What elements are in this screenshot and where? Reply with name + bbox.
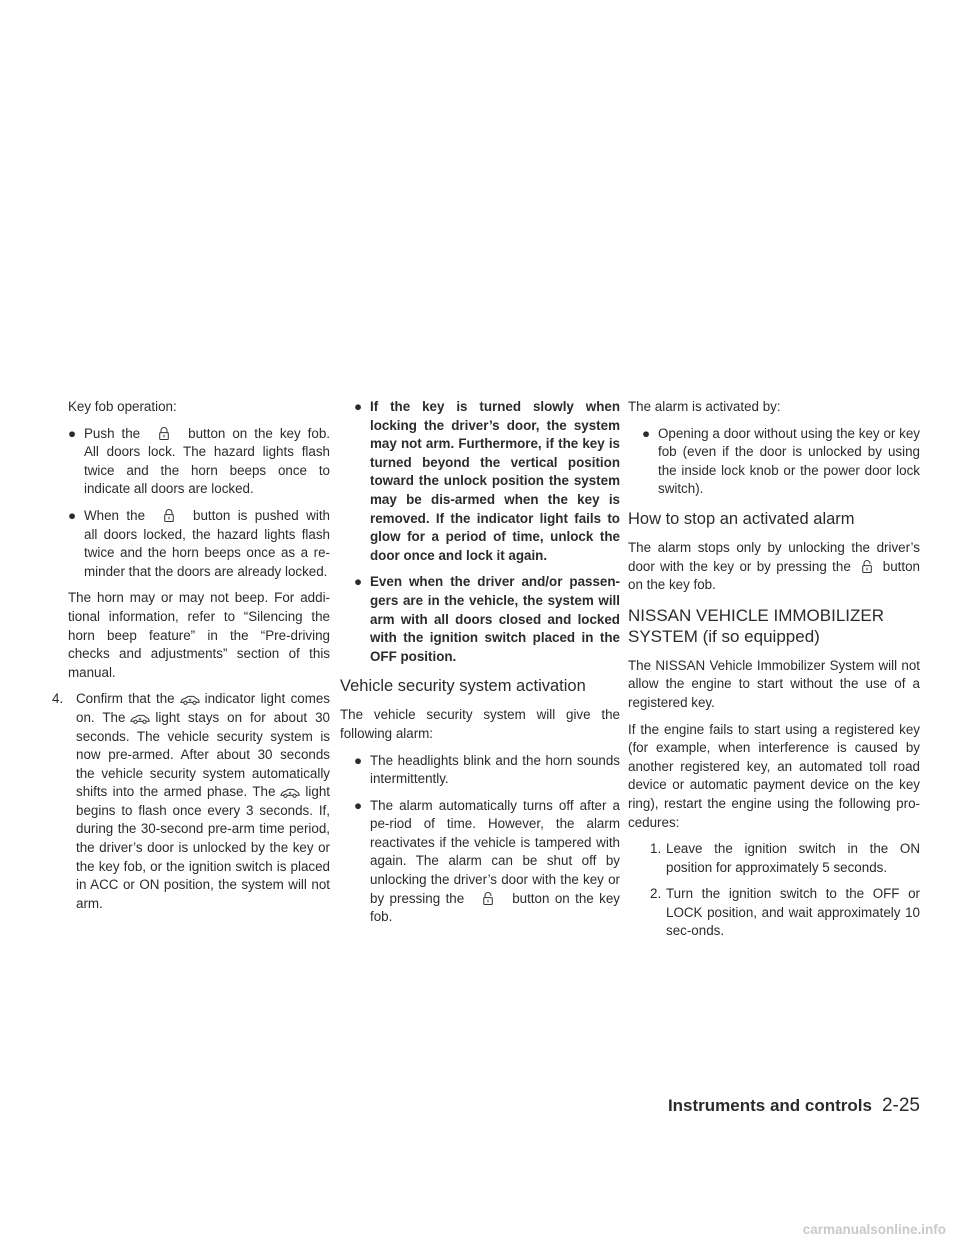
bullet: ● (354, 574, 363, 590)
list-item: ● When the button is pushed with all doors locked, the hazard lights flash twice and the horn beeps once as a re-minder that the doors are already locked. (68, 507, 330, 579)
list-item: ● Opening a door without using the key or key fob (even if the door is unlocked by using the inside lock knob or the power door lock switch). (642, 425, 920, 497)
bullet: ● (354, 797, 363, 813)
watermark: carmanualsonline.info (802, 1222, 946, 1237)
warning-item: ● Even when the driver and/or passen-gers are in the vehicle, the system will arm with all doors closed and locked with the ignition switch placed in the OFF position. (354, 574, 620, 664)
activated-by: The alarm is activated by: (628, 399, 781, 414)
bullet: ● (642, 425, 651, 441)
lock-icon (158, 426, 170, 441)
bullet: ● (354, 752, 363, 768)
unlock-icon (482, 891, 494, 906)
unlock-icon (861, 559, 873, 574)
step-4: 4. Confirm that the indicator light comes on. The light stays on for about 30 seconds. The vehicle security system is now pre-armed. After about 30 seconds the vehicle security system automatically shifts into the armed phase. The light begins to flash once every 3 seconds. If, during the 30-second pre-arm time period, the driver’s door is unlocked by the key or the key fob, or the ignition switch is placed in ACC or ON position, the system will not arm. (52, 691, 331, 911)
immobilizer-paragraph-1: The NISSAN Vehicle Immobilizer System will not allow the engine to start without the use of a registered key. (628, 657, 920, 710)
list-item: ● The headlights blink and the horn sounds intermittently. (354, 752, 620, 787)
security-indicator-icon (130, 714, 150, 725)
page-footer (668, 1095, 920, 1117)
stop-alarm-paragraph: The alarm stops only by unlocking the driver’s door with the key or by pressing the button on the key fob. (628, 539, 920, 593)
bullet: ● (68, 425, 77, 441)
column-left (52, 398, 330, 921)
bullet: ● (354, 399, 363, 414)
security-indicator-icon (280, 788, 300, 799)
horn-paragraph: The horn may or may not beep. For addi-tional information, refer to “Silencing the horn beep feature” in the “Pre-driving checks and adjustments” section of this manual. (68, 590, 330, 680)
warning-item: ● If the key is turned slowly when locking the driver’s door, the system may not arm. Furthermore, if the key is turned beyond the vertical position toward the unlock position the system may be dis-armed when the key is removed. If the indicator light fails to glow for a period of time, unlock the door once and lock it again. (354, 399, 620, 563)
page-number: 2-25 (881, 1095, 920, 1116)
activation-intro: The vehicle security system will give the following alarm: (340, 707, 620, 741)
list-item: ● Push the button on the key fob. All doors lock. The hazard lights flash twice and the horn beeps once to indicate all doors are locked. (68, 425, 331, 497)
key-fob-heading: Key fob operation: (68, 399, 177, 414)
immobilizer-paragraph-2: If the engine fails to start using a registered key (for example, when interference is caused by another registered key, an automated toll road device or automatic payment device on the key ring), restart the engine using the following pro-cedures: (628, 721, 920, 830)
column-middle (340, 398, 620, 935)
activation-heading: Vehicle security system activation (340, 677, 586, 696)
procedure-step-2: 2. Turn the ignition switch to the OFF or LOCK position, and wait approximately 10 sec-onds. (650, 886, 920, 939)
step-number: 4. (52, 691, 64, 707)
bullet: ● (68, 507, 77, 523)
stop-alarm-heading: How to stop an activated alarm (628, 509, 855, 528)
immobilizer-heading: NISSAN VEHICLE IMMOBILIZER SYSTEM (if so equipped) (628, 605, 884, 646)
step-number: 2. (650, 886, 662, 902)
list-item: ● The alarm automatically turns off after a pe-riod of time. However, the alarm reactivates if the vehicle is tampered with again. The alarm can be shut off by unlocking the driver’s door with the key or by pressing the button on the key fob. (354, 797, 620, 925)
section-title: Instruments and controls (667, 1096, 872, 1115)
step-number: 1. (650, 841, 662, 857)
lock-icon (163, 508, 175, 523)
column-right (628, 398, 920, 949)
security-indicator-icon (180, 695, 200, 706)
procedure-step-1: 1. Leave the ignition switch in the ON position for approximately 5 seconds. (650, 841, 920, 875)
